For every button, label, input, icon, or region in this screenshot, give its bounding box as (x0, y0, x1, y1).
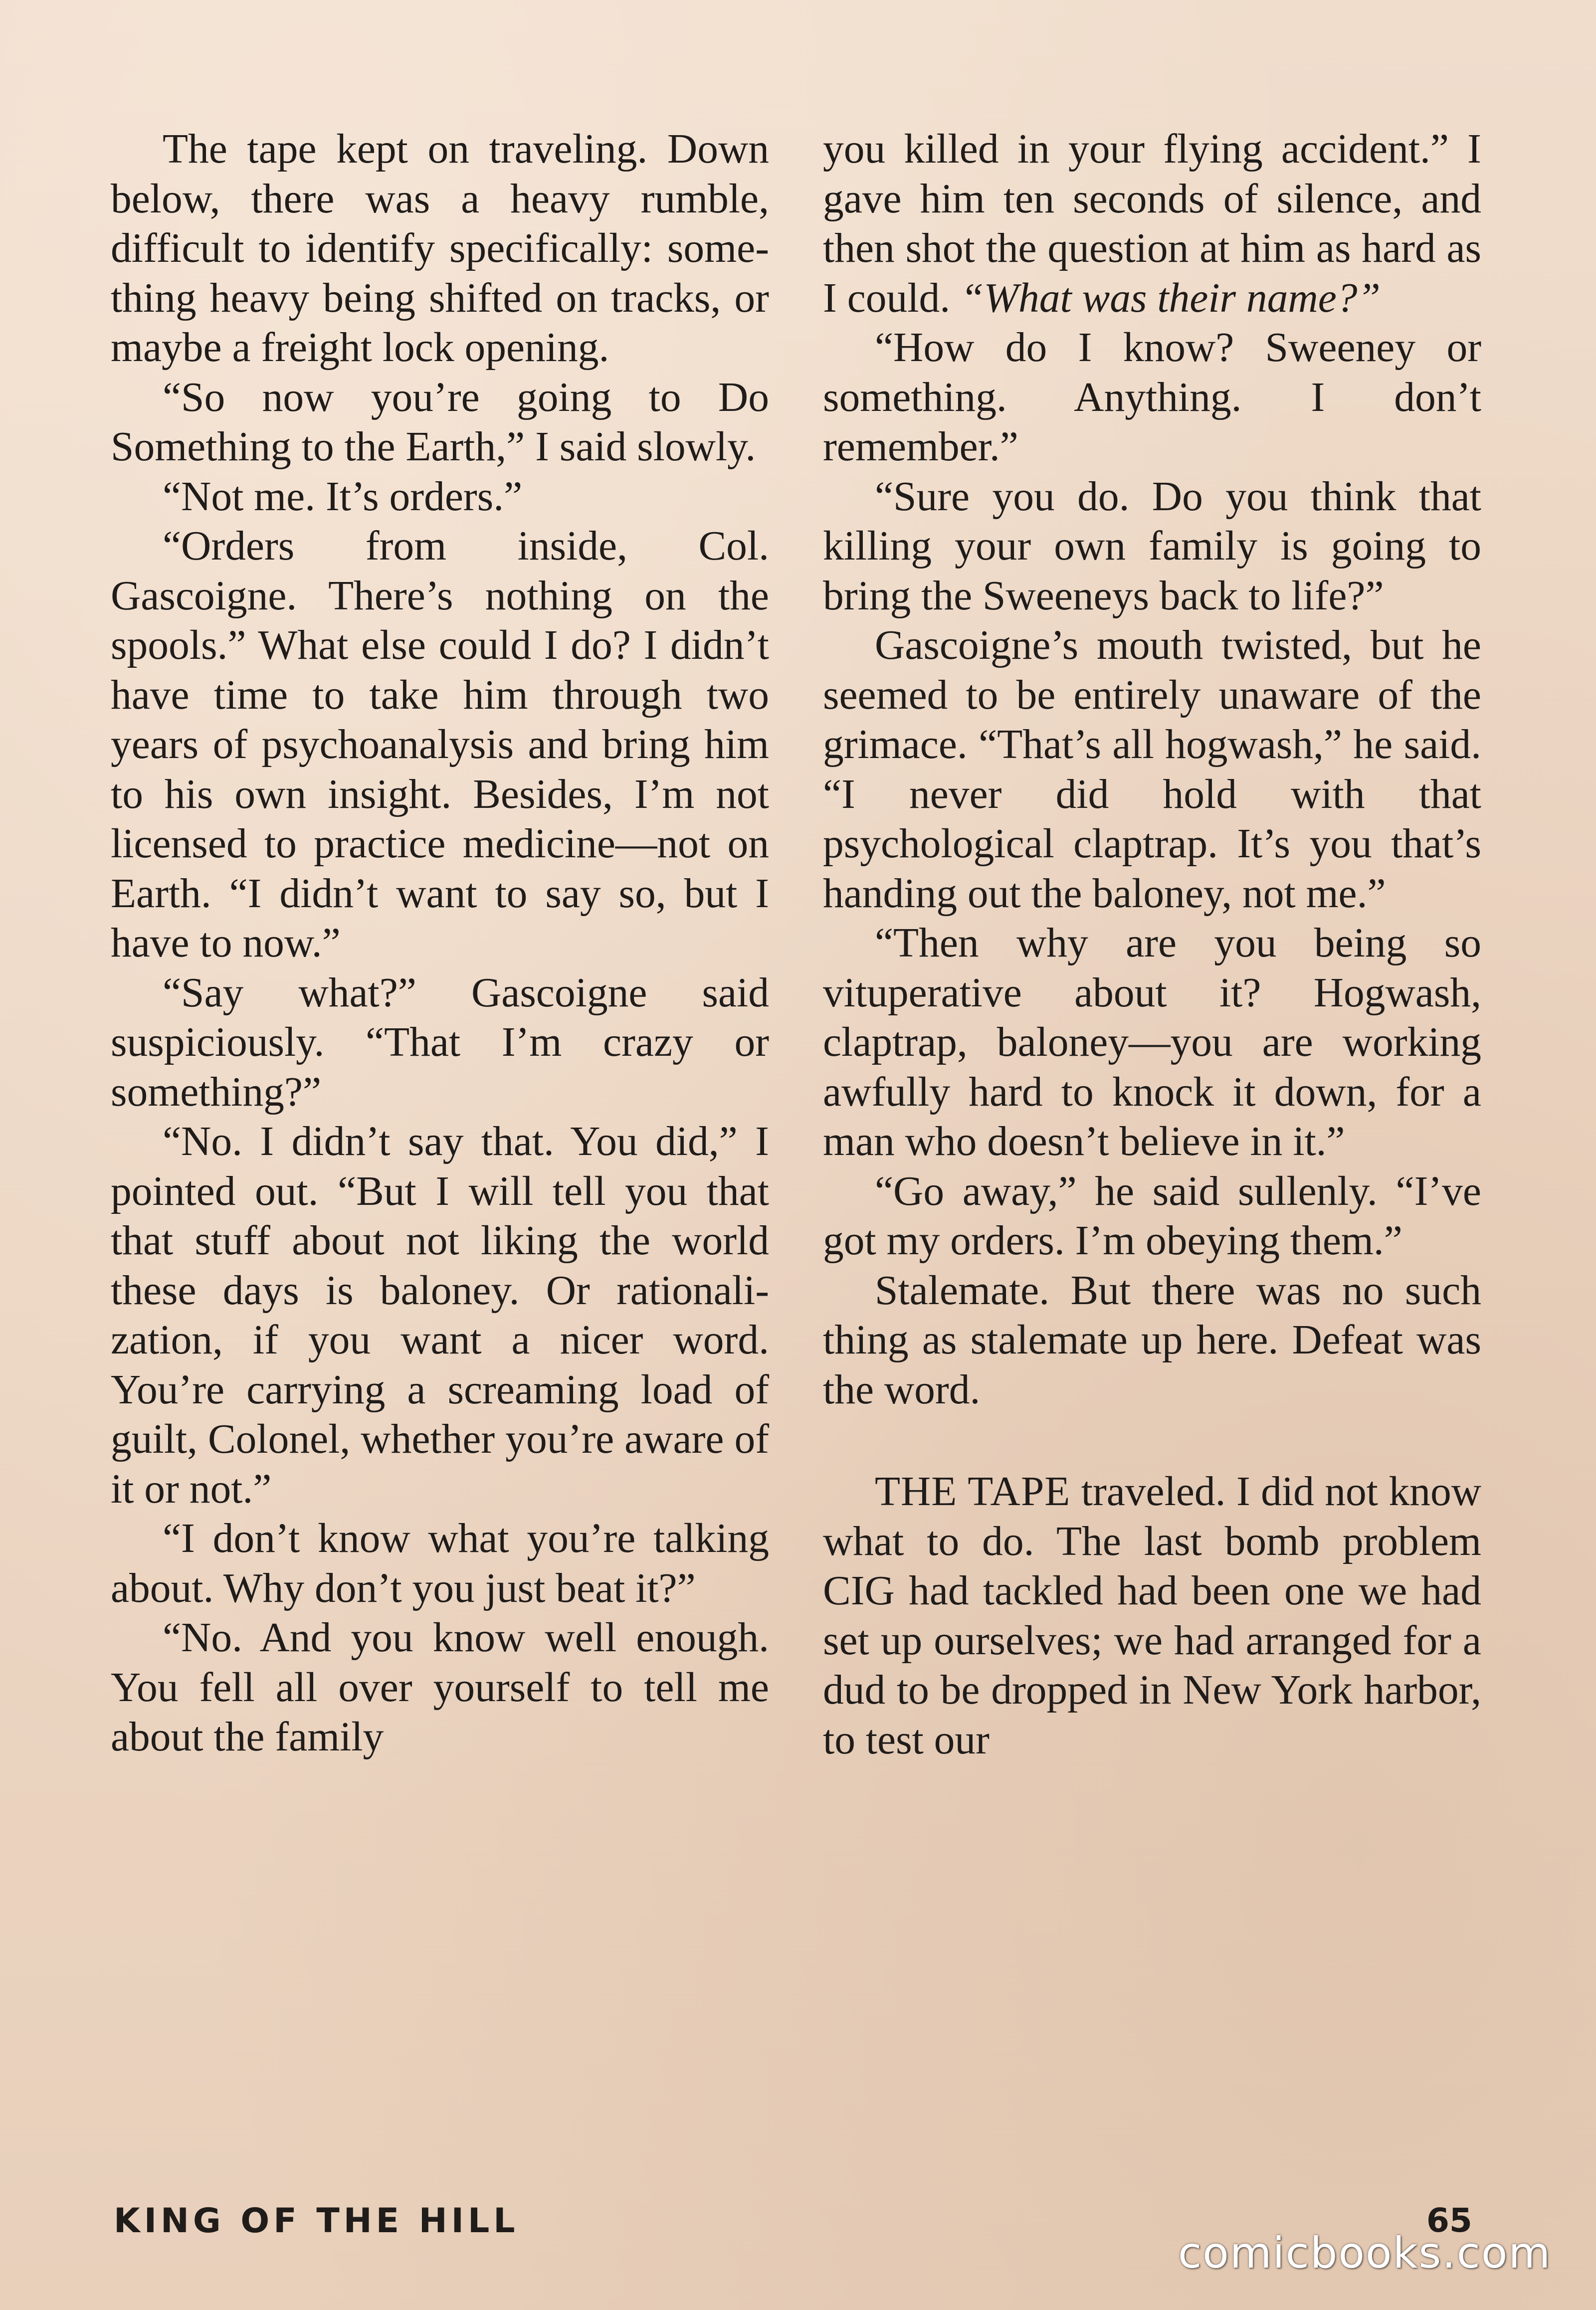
running-title: KING OF THE HILL (114, 2201, 519, 2241)
paragraph: “Say what?” Gascoigne said suspiciously. “That I’m crazy or something?” (111, 969, 769, 1115)
section-lead-in: THE TAPE (875, 1469, 1071, 1515)
paragraph: Gascoigne’s mouth twisted, but he seemed to be entirely unaware of the grimace. “That’s all hogwash,” he said. “I never did hold with that psychological claptrap. It’s you that’s handing out the baloney, not me.” (823, 622, 1481, 917)
paragraph: “Then why are you being so vituperative about it? Hogwash, claptrap, baloney—you are working awfully hard to knock it down, for a man who doesn’t believe in it.” (823, 920, 1481, 1164)
paragraph-continued (823, 125, 1481, 323)
left-text-column (111, 125, 769, 1762)
paragraph: “Orders from inside, Col. Gascoigne. There’s nothing on the spools.” What else could I do? I didn’t have time to take him through two years of psychoanalysis and bring him to his own insight. Besides, I’m not licensed to practice medicine—not on Earth. “I didn’t want to say so, but I have to now.” (111, 523, 769, 966)
paragraph: “Not me. It’s orders.” (163, 473, 523, 520)
page-number: 65 (1426, 2201, 1472, 2240)
paragraph: “No. And you know well enough. You fell all over yourself to tell me about the family (111, 1615, 769, 1760)
section-start-paragraph (823, 1467, 1481, 1765)
paragraph: “No. I didn’t say that. You did,” I pointed out. “But I will tell you that that stuff about not liking the world these days is baloney. Or rationalization, if you want a nicer word. You’re carrying a screaming load of guilt, Colonel, whether you’re aware of it or not.” (111, 1119, 769, 1512)
section-text: traveled. I did not know what to do. The last bomb problem CIG had tackled had been one we had set up ourselves; we had arranged for a dud to be dropped in New York harbor, to test our (823, 1469, 1481, 1763)
paragraph: The tape kept on traveling. Down below, there was a heavy rumble, difficult to identify specifically: something heavy being shifted on tracks, or maybe a freight lock opening. (111, 126, 769, 371)
paragraph: Stalemate. But there was no such thing as stalemate up here. Defeat was the word. (823, 1267, 1481, 1413)
paragraph: “Sure you do. Do you think that killing your own family is going to bring the Sweeneys back to life?” (823, 473, 1481, 619)
site-watermark: comicbooks.com (1178, 2228, 1552, 2278)
paragraph: “So now you’re going to Do Something to the Earth,” I said slowly. (111, 374, 769, 470)
paragraph: “Go away,” he said sullenly. “I’ve got my orders. I’m obeying them.” (823, 1168, 1481, 1264)
paragraph: “How do I know? Sweeney or something. Anything. I don’t remember.” (823, 325, 1481, 470)
continued-text: you killed in your flying accident.” I gave him ten seconds of silence, and then shot the question at him as hard as I could. (823, 126, 1481, 321)
italic-question: “What was their name?” (960, 275, 1381, 321)
right-text-column (823, 125, 1481, 1765)
paragraph: “I don’t know what you’re talking about. Why don’t you just beat it?” (111, 1516, 769, 1611)
